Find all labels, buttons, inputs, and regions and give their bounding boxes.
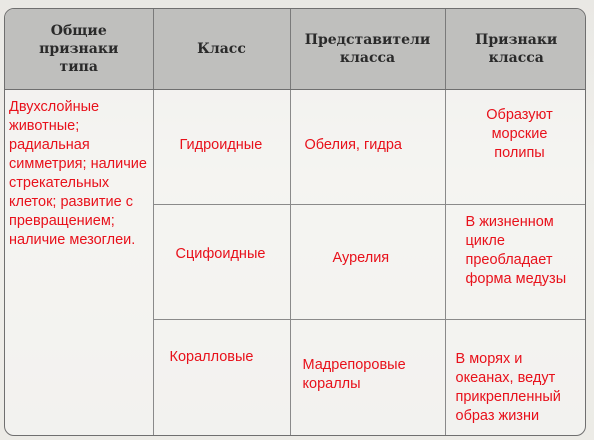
class-cell bbox=[153, 205, 290, 320]
class-name: Коралловые bbox=[169, 349, 254, 365]
header-representatives bbox=[290, 9, 445, 90]
class-name: Сцифоидные bbox=[175, 246, 266, 262]
header-class-features-label: Признаки класса bbox=[475, 32, 558, 66]
class-features-text: В жизненном цикле преобладает форма медузы bbox=[465, 214, 567, 287]
type-features-text: Двухслойные животные; радиальная симметрия; наличие стрекательных клеток; развитие с превращением; наличие мезоглеи. bbox=[9, 99, 147, 248]
header-representatives-label: Представители класса bbox=[304, 32, 431, 66]
representatives-text: Мадрепоровые кораллы bbox=[302, 357, 406, 392]
header-class-label: Класс bbox=[197, 41, 246, 57]
class-cell bbox=[153, 320, 290, 437]
header-type-features-label: Общие признаки типа bbox=[39, 23, 119, 75]
table-row bbox=[5, 90, 586, 205]
class-features-text: Образуют морские полипы bbox=[486, 107, 553, 161]
representatives-cell bbox=[290, 320, 445, 437]
representatives-cell bbox=[290, 205, 445, 320]
header-class bbox=[153, 9, 290, 90]
header-type-features bbox=[5, 9, 153, 90]
cnidaria-table bbox=[4, 8, 586, 436]
class-features-cell bbox=[445, 320, 586, 437]
class-features-text: В морях и океанах, ведут прикрепленный образ жизни bbox=[455, 351, 561, 424]
type-features-cell bbox=[5, 90, 153, 437]
class-name: Гидроидные bbox=[179, 137, 263, 153]
class-cell bbox=[153, 90, 290, 205]
representatives-text: Аурелия bbox=[332, 250, 390, 266]
representatives-text: Обелия, гидра bbox=[304, 137, 402, 153]
representatives-cell bbox=[290, 90, 445, 205]
header-class-features bbox=[445, 9, 586, 90]
table-header-row bbox=[5, 9, 586, 90]
class-features-cell bbox=[445, 205, 586, 320]
class-features-cell bbox=[445, 90, 586, 205]
